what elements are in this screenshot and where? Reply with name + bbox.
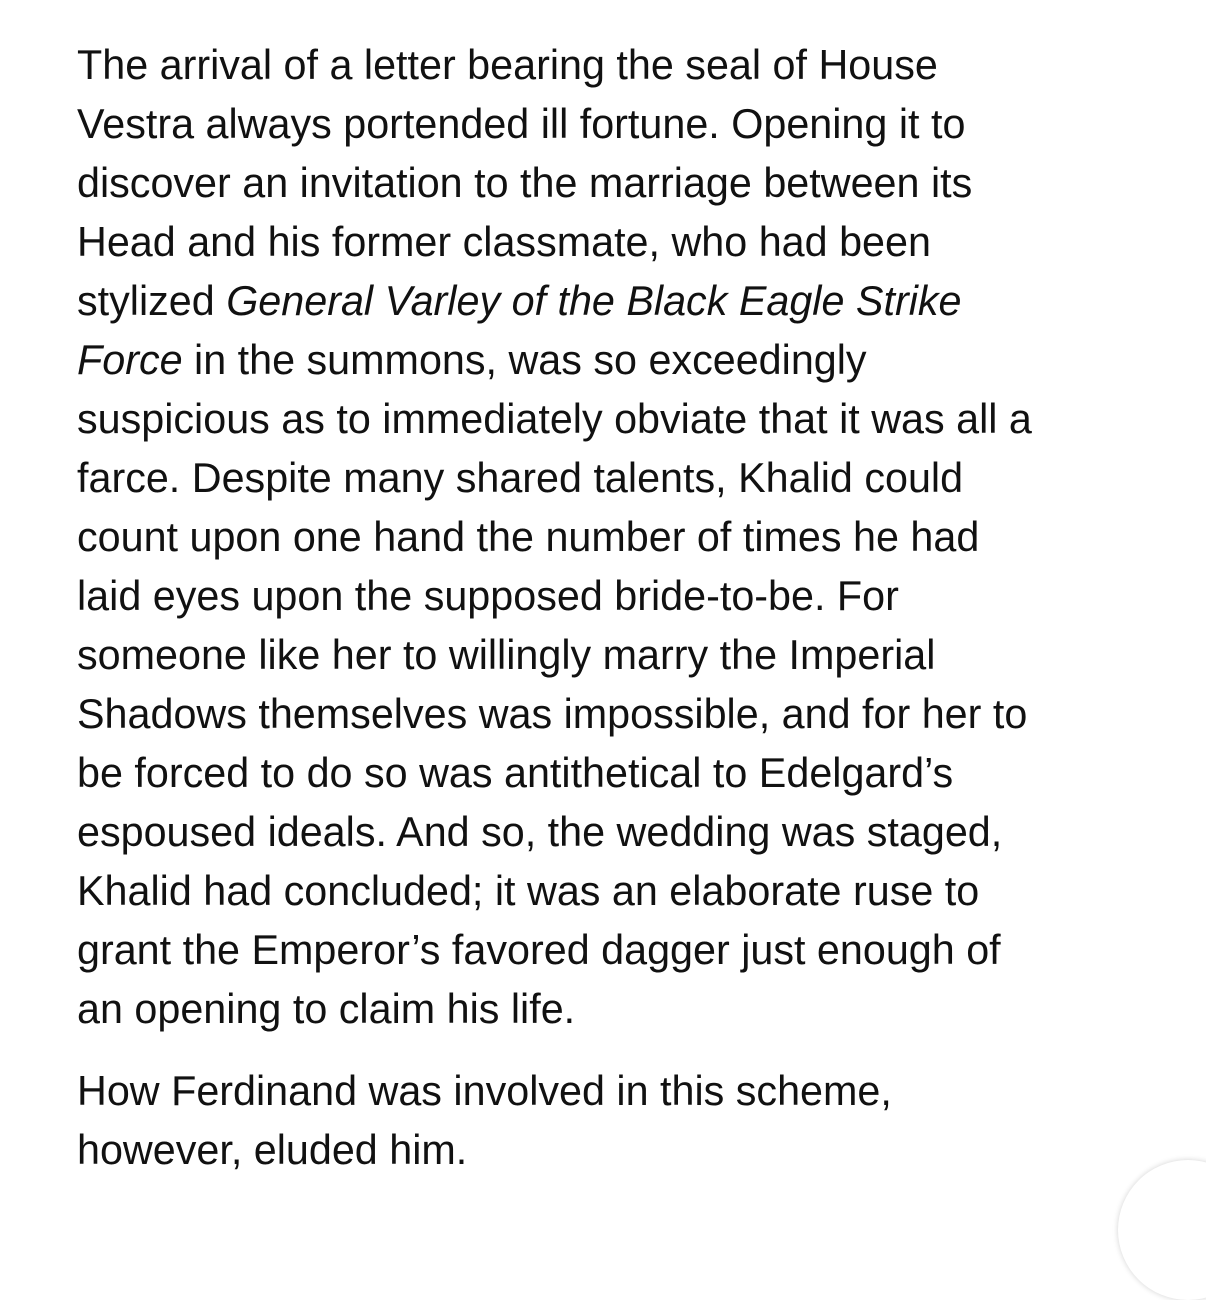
text-run: Shadows themselves was impossible, and for her to	[77, 691, 1028, 737]
text-run: Vestra always portended ill fortune. Opening it to	[77, 101, 966, 147]
text-line	[77, 567, 1137, 626]
story-text	[77, 36, 1137, 1180]
text-line	[77, 862, 1137, 921]
text-line	[77, 685, 1137, 744]
text-run: Khalid had concluded; it was an elaborate ruse to	[77, 868, 980, 914]
paragraph-1	[77, 36, 1137, 1039]
text-run: however, eluded him.	[77, 1127, 468, 1173]
text-run: Head and his former classmate, who had been	[77, 219, 931, 265]
text-run: an opening to claim his life.	[77, 986, 576, 1032]
text-run: The arrival of a letter bearing the seal of House	[77, 42, 938, 88]
text-line	[77, 213, 1137, 272]
text-run: How Ferdinand was involved in this scheme,	[77, 1068, 892, 1114]
text-run: suspicious as to immediately obviate that it was all a	[77, 396, 1032, 442]
text-line	[77, 449, 1137, 508]
text-run: someone like her to willingly marry the Imperial	[77, 632, 936, 678]
italic-title: General Varley of the Black Eagle Strike	[226, 278, 962, 324]
text-run: be forced to do so was antithetical to Edelgard’s	[77, 750, 954, 796]
text-line	[77, 272, 1137, 331]
text-line	[77, 1121, 1137, 1180]
text-run: discover an invitation to the marriage between its	[77, 160, 973, 206]
text-line	[77, 36, 1137, 95]
text-line	[77, 921, 1137, 980]
text-line	[77, 390, 1137, 449]
text-line	[77, 508, 1137, 567]
text-line	[77, 154, 1137, 213]
italic-title: Force	[77, 337, 183, 383]
text-line	[77, 331, 1137, 390]
paragraph-2	[77, 1062, 1137, 1180]
text-run: grant the Emperor’s favored dagger just enough of	[77, 927, 1001, 973]
text-run: in the summons, was so exceedingly	[182, 337, 867, 383]
text-run: farce. Despite many shared talents, Khalid could	[77, 455, 964, 501]
text-line	[77, 626, 1137, 685]
floating-action-button[interactable]	[1118, 1160, 1206, 1300]
text-run: laid eyes upon the supposed bride-to-be. For	[77, 573, 899, 619]
text-line	[77, 980, 1137, 1039]
text-run: stylized	[77, 278, 227, 324]
text-line	[77, 803, 1137, 862]
text-line	[77, 744, 1137, 803]
text-run: espoused ideals. And so, the wedding was staged,	[77, 809, 1003, 855]
text-run: count upon one hand the number of times he had	[77, 514, 980, 560]
text-line	[77, 1062, 1137, 1121]
text-line	[77, 95, 1137, 154]
